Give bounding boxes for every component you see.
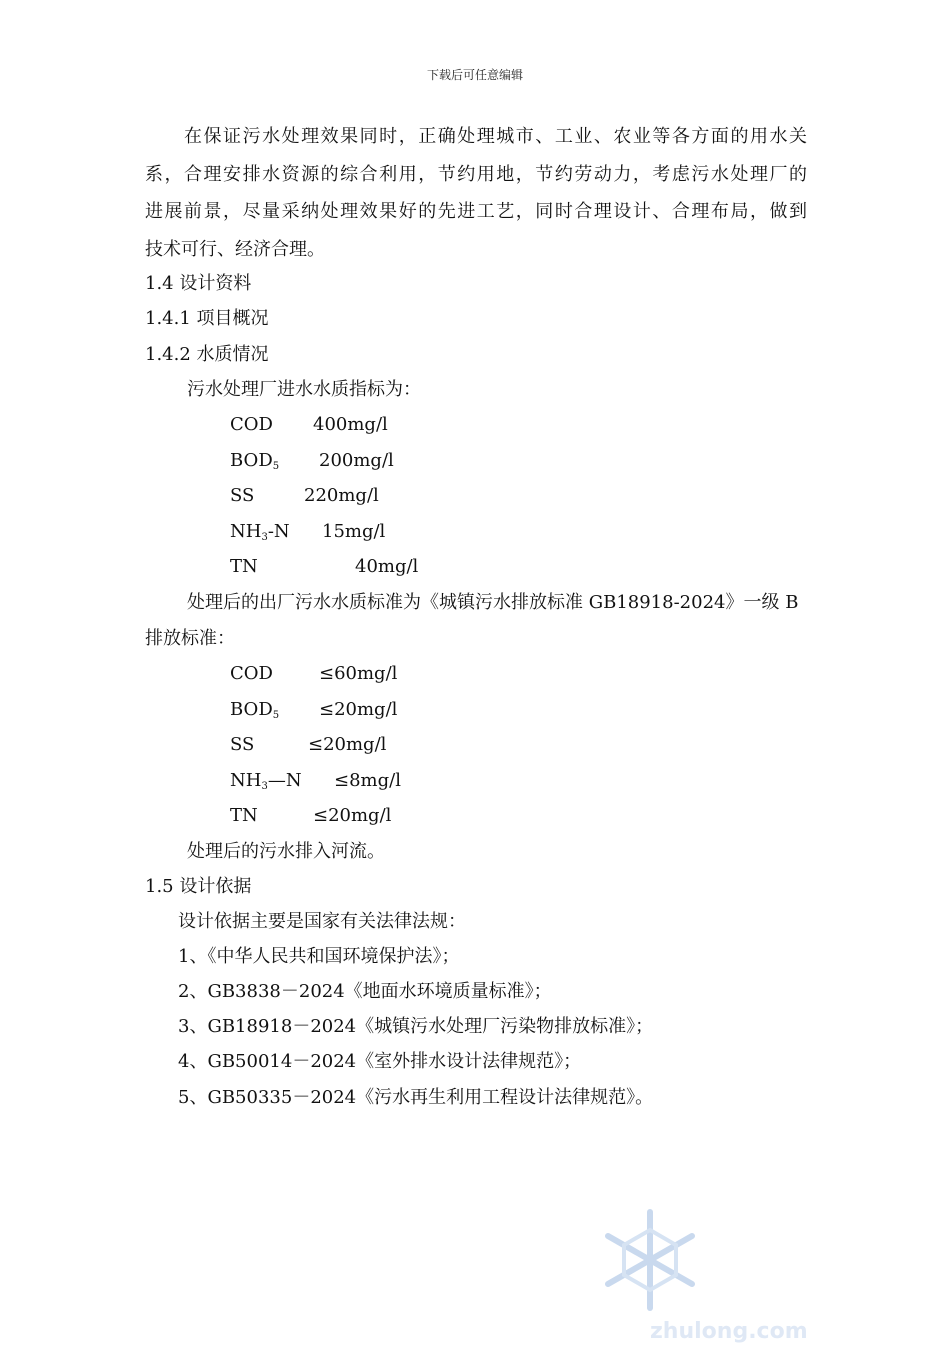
intro-line: 进展前景，尽量采纳处理效果好的先进工艺，同时合理设计、合理布局，做到 bbox=[145, 201, 807, 222]
intro-paragraph bbox=[145, 118, 807, 268]
page-header: 下载后可任意编辑 bbox=[426, 68, 523, 82]
intro-line: 系，合理安排水资源的综合利用，节约用地，节约劳动力，考虑污水处理厂的 bbox=[145, 163, 807, 185]
intro-line: 技术可行、经济合理。 bbox=[145, 238, 325, 260]
snowflake-logo-icon bbox=[580, 1200, 840, 1344]
inflow-param-bod5: $BOD_5$ bbox=[230, 450, 280, 472]
basis-intro: 设计依据主要是国家有关法律法规： bbox=[178, 911, 466, 932]
outflow-intro-line1: 处理后的出厂污水水质标准为《城镇污水排放标准 GB18918-2024》一级 B bbox=[187, 592, 799, 613]
watermark bbox=[580, 1200, 840, 1344]
inflow-value-tn: 40mg/l bbox=[355, 556, 419, 577]
inflow-value-nh3n: 15mg/l bbox=[322, 521, 386, 542]
outflow-param-bod5: $BOD_5$ bbox=[230, 699, 280, 721]
outflow-value-ss: ≤20mg/l bbox=[308, 734, 387, 755]
heading-1-4-2: 1.4.2 水质情况 bbox=[145, 344, 269, 365]
basis-list-item: 5、GB50335－2024《污水再生利用工程设计法律规范》。 bbox=[178, 1087, 654, 1108]
heading-1-4-1: 1.4.1 项目概况 bbox=[145, 308, 269, 329]
inflow-param-tn: TN bbox=[230, 556, 258, 577]
outflow-param-nh3n: $NH_3—N$ bbox=[230, 770, 302, 792]
basis-list-item: 1、《中华人民共和国环境保护法》； bbox=[178, 946, 460, 967]
heading-1-4: 1.4 设计资料 bbox=[145, 273, 252, 294]
inflow-value-ss: 220mg/l bbox=[304, 485, 379, 506]
inflow-param-cod: COD bbox=[230, 414, 273, 435]
basis-list-item: 4、GB50014－2024《室外排水设计法律规范》； bbox=[178, 1051, 582, 1072]
outflow-value-nh3n: ≤8mg/l bbox=[334, 770, 401, 791]
outflow-param-cod: COD bbox=[230, 663, 273, 684]
outflow-param-tn: TN bbox=[230, 805, 258, 826]
inflow-intro: 污水处理厂进水水质指标为： bbox=[187, 379, 421, 400]
basis-list-item: 2、GB3838－2024《地面水环境质量标准》； bbox=[178, 981, 552, 1002]
basis-list-item: 3、GB18918－2024《城镇污水处理厂污染物排放标准》； bbox=[178, 1016, 654, 1037]
discharge-note: 处理后的污水排入河流。 bbox=[187, 841, 385, 862]
outflow-intro-line2: 排放标准： bbox=[145, 628, 235, 649]
inflow-param-nh3n: $NH_3-N$ bbox=[230, 521, 290, 543]
inflow-value-bod5: 200mg/l bbox=[319, 450, 394, 471]
outflow-value-cod: ≤60mg/l bbox=[319, 663, 398, 684]
heading-1-5: 1.5 设计依据 bbox=[145, 876, 252, 897]
intro-line: 在保证污水处理效果同时，正确处理城市、工业、农业等各方面的用水关 bbox=[145, 126, 807, 147]
outflow-param-ss: SS bbox=[230, 734, 255, 755]
inflow-param-ss: SS bbox=[230, 485, 255, 506]
outflow-value-bod5: ≤20mg/l bbox=[319, 699, 398, 720]
inflow-value-cod: 400mg/l bbox=[313, 414, 388, 435]
watermark-text: zhulong.com bbox=[650, 1319, 808, 1344]
outflow-value-tn: ≤20mg/l bbox=[313, 805, 392, 826]
